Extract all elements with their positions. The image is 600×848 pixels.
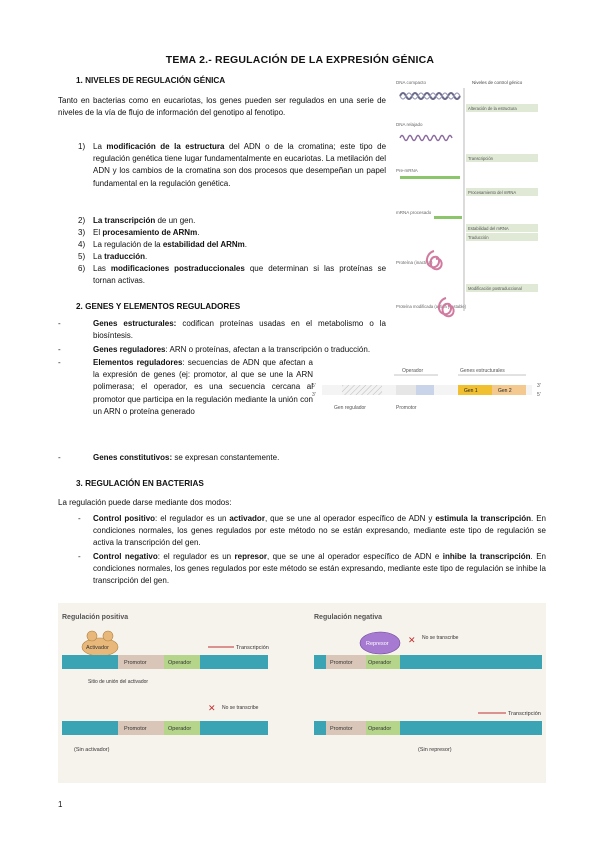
- pos-title: Regulación positiva: [62, 614, 129, 621]
- s3-item-1-b3: inhibe la transcripción: [442, 552, 531, 561]
- neg-operador-label: Operador: [368, 660, 392, 666]
- activator-lobe-right: [103, 631, 113, 641]
- fig1-label-12: Proteína modificada (activa y estable): [396, 304, 467, 309]
- s3-item-0-t3: . En condiciones normales, los genes regulados por este método no se están expresando, mediante este tipo de regulación se activa la transcripción del gen.: [93, 514, 546, 548]
- s1-item-5-b1: modificaciones postraduccionales: [110, 264, 245, 273]
- fig1-label-5: Pre-mRNA: [396, 168, 418, 173]
- s1-item-3-b1: estabilidad del ARNm: [162, 240, 245, 249]
- pre-mrna-bar: [400, 176, 460, 179]
- pos-no-transcription-x-icon: ✕: [208, 703, 216, 713]
- s1-item-2: [58, 227, 386, 239]
- s2-item-3-text: se expresan constantemente.: [172, 453, 280, 462]
- s1-item-3-pre: La regulación de la: [93, 240, 163, 249]
- s1-item-4-mid: .: [145, 252, 148, 261]
- fig1-label-8: Estabilidad del mRNA: [468, 226, 509, 231]
- activator-lobe-left: [87, 631, 97, 641]
- label-3prime-top: 3': [537, 383, 541, 389]
- section-1-intro: Tanto en bacterias como en eucariotas, los genes pueden ser regulados en una serie de niveles de la vía de flujo de información del genotipo al fenotipo.: [58, 96, 386, 118]
- relaxed-dna: [400, 136, 452, 141]
- s2-item-1: - Genes reguladores: ARN o proteínas, afectan a la transcripción o traducción.: [58, 345, 371, 354]
- s1-item-0-pre: La: [93, 142, 107, 151]
- s2-item-0-bold: Genes estructurales:: [93, 319, 177, 328]
- s1-item-1: [58, 215, 386, 227]
- s3-item-0-t2: , que se une al operador específico de ADN y: [264, 514, 436, 523]
- label-promotor: Promotor: [396, 405, 417, 411]
- s3-item-1-b1: Control negativo: [93, 552, 158, 561]
- s3-item-1-t1: : el regulador es un: [157, 552, 235, 561]
- activador-label: Activador: [86, 645, 109, 651]
- label-operador: Operador: [402, 368, 424, 374]
- fig1-label-3: DNA relajado: [396, 122, 423, 127]
- gene-control-levels-diagram: [394, 76, 544, 326]
- s3-item-0-b2: activador: [229, 514, 265, 523]
- fig1-label-6: Procesamiento del mRNA: [468, 190, 517, 195]
- s2-item-3-bold: Genes constitutivos:: [93, 453, 173, 462]
- s1-item-4: [58, 251, 386, 263]
- pos-transcripcion-label: Transcripción: [236, 645, 269, 651]
- pos-no-transcribe-label: No se transcribe: [222, 705, 259, 711]
- s1-item-4-b1: traducción: [104, 252, 146, 261]
- s3-item-0-t1: : el regulador es un: [155, 514, 230, 523]
- s1-item-4-pre: La: [93, 252, 105, 261]
- label-genes-estructurales: Genes estructurales: [460, 368, 505, 374]
- neg-transcripcion-label: Transcripción: [508, 711, 541, 717]
- sin-represor-label: (Sin represor): [418, 747, 452, 753]
- label-gen1: Gen 1: [464, 388, 478, 394]
- s3-item-0-b3: estimula la transcripción: [435, 514, 532, 523]
- neg-title: Regulación negativa: [314, 614, 383, 621]
- label-3prime-bottom: 3': [312, 392, 316, 398]
- fig1-label-11: Modificación postraduccional: [468, 286, 522, 291]
- neg-no-transcribe-label: No se transcribe: [422, 635, 459, 641]
- s3-item-1-t3: . En condiciones normales, los genes regulados por este método se están expresando, mediante este tipo de regulación se inhibe la transcripción del gen.: [93, 552, 546, 586]
- s2-item-0: - Genes estructurales: codifican proteínas usadas en el metabolismo o la biosíntesis.: [58, 319, 386, 341]
- gene-structure-figure: [312, 365, 547, 415]
- gen-regulador-block: [342, 385, 382, 395]
- s1-item-3-mid: .: [244, 240, 248, 249]
- pos-promotor-label: Promotor: [124, 660, 147, 666]
- s2-item-2-text: : secuencias de ADN que afectan a la expresión de genes (ej: promotor, al que se une la ARN polimerasa; el operador, es una secuencia cercana al promotor que participa en la regulación mediante la unión con un ARN o proteína generado: [93, 358, 314, 416]
- s1-item-5: [58, 263, 386, 287]
- bacterial-regulation-diagram: [58, 603, 546, 783]
- s1-item-3: [58, 239, 386, 251]
- sin-activador-label: (Sin activador): [74, 747, 110, 753]
- s2-item-2: - Elementos reguladores: secuencias de ADN que afectan a la expresión de genes (ej: promotor, al que se une la ARN polimerasa; el operador, es una secuencia cercana al promotor que participa en la regulación mediante la unión con un ARN o proteína generado: [58, 358, 314, 416]
- label-5prime-top: 5': [312, 383, 316, 389]
- s1-item-4-number: 5): [78, 252, 86, 261]
- s1-item-0-b1: modificación de la estructura: [106, 142, 225, 151]
- label-gen-regulador: Gen regulador: [334, 405, 366, 411]
- s3-item-0: - Control positivo: el regulador es un activador, que se une al operador específico de ADN y estimula la transcripción. En condiciones normales, los genes regulados por este método no se están expresando, mediante este tipo de regulación se activa la transcripción del gen.: [78, 514, 546, 548]
- s1-item-0-number: 1): [78, 142, 86, 151]
- s3-item-1: - Control negativo: el regulador es un represor, que se une al operador específico de ADN e inhibe la transcripción. En condiciones normales, los genes regulados por este método se están expresando, mediante este tipo de regulación se inhibe la transcripción del gen.: [78, 552, 546, 586]
- fig1-label-0: DNA compacto: [396, 80, 427, 85]
- operador-block: [416, 385, 434, 395]
- neg-promotor-label-2: Promotor: [330, 726, 353, 732]
- s3-item-1-b2: represor: [234, 552, 267, 561]
- s2-item-3: - Genes constitutivos: se expresan constantemente.: [58, 453, 280, 462]
- fig1-label-9: Traducción: [468, 235, 489, 240]
- s2-item-2-bold: Elementos reguladores: [93, 358, 183, 367]
- neg-no-transcription-x-icon: ✕: [408, 635, 416, 645]
- s3-item-1-t2: , que se une al operador específico de ADN e: [267, 552, 443, 561]
- s2-item-1-bold: Genes reguladores: [93, 345, 166, 354]
- s1-item-5-number: 6): [78, 264, 86, 273]
- neg-operador-label-2: Operador: [368, 726, 392, 732]
- s1-item-0-mid: del ADN o de la cromatina; este tipo de regulación genética tiene lugar fundamentalmente en eucariotas. La metilación del ADN y los cambios de la cromatina son dos procesos que desempeñan un papel fundamental en la regulación genética.: [93, 142, 387, 188]
- promotor-block: [396, 385, 416, 395]
- s1-item-2-b1: procesamiento de ARNm: [102, 228, 198, 237]
- s1-item-3-number: 4): [78, 240, 86, 249]
- fig1-label-10: Proteína (inactiva): [396, 260, 433, 265]
- section-3-heading: 3. REGULACIÓN EN BACTERIAS: [76, 479, 204, 488]
- label-gen2: Gen 2: [498, 388, 512, 394]
- page-number: 1: [58, 800, 63, 809]
- neg-promotor-label: Promotor: [330, 660, 353, 666]
- page-title: TEMA 2.- REGULACIÓN DE LA EXPRESIÓN GÉNICA: [165, 54, 435, 66]
- label-5prime-bottom: 5': [537, 392, 541, 398]
- section-3-intro: La regulación puede darse mediante dos modos:: [58, 498, 232, 507]
- pos-operador-label-2: Operador: [168, 726, 192, 732]
- section-1-heading: 1. NIVELES DE REGULACIÓN GÉNICA: [76, 76, 226, 85]
- fig1-label-1: Niveles de control génico: [472, 80, 523, 85]
- pos-operador-label: Operador: [168, 660, 192, 666]
- pos-promotor-label-2: Promotor: [124, 726, 147, 732]
- s1-item-0: [58, 141, 386, 190]
- s1-item-5-pre: Las: [93, 264, 111, 273]
- bacterial-regulation-figure: [58, 603, 546, 783]
- processed-mrna-bar: [434, 216, 462, 219]
- s1-item-2-pre: El: [93, 228, 103, 237]
- s1-item-5-mid: que determinan si las proteínas se tornan activas.: [93, 264, 387, 286]
- sitio-label: Sitio de unión del activador: [88, 679, 149, 685]
- s1-item-1-mid: de un gen.: [155, 216, 196, 225]
- gene-control-levels-figure: [394, 76, 544, 326]
- fig1-label-7: mRNA procesado: [396, 210, 432, 215]
- s1-item-1-b1: La transcripción: [93, 216, 156, 225]
- fig1-label-2: Alteración de la estructura: [468, 106, 517, 111]
- s2-item-1-text: : ARN o proteínas, afectan a la transcripción o traducción.: [165, 345, 371, 354]
- s3-item-0-b1: Control positivo: [93, 514, 156, 523]
- s2-item-0-text: codifican proteínas usadas en el metabolismo o la biosíntesis.: [93, 319, 386, 341]
- s1-item-2-number: 3): [78, 228, 86, 237]
- section-2-heading: 2. GENES Y ELEMENTOS REGULADORES: [76, 302, 241, 311]
- represor-label: Represor: [366, 641, 389, 647]
- s1-item-2-mid: .: [197, 228, 200, 237]
- s1-item-1-number: 2): [78, 216, 86, 225]
- fig1-label-4: Transcripción: [468, 156, 493, 161]
- gene-structure-diagram: [312, 365, 547, 415]
